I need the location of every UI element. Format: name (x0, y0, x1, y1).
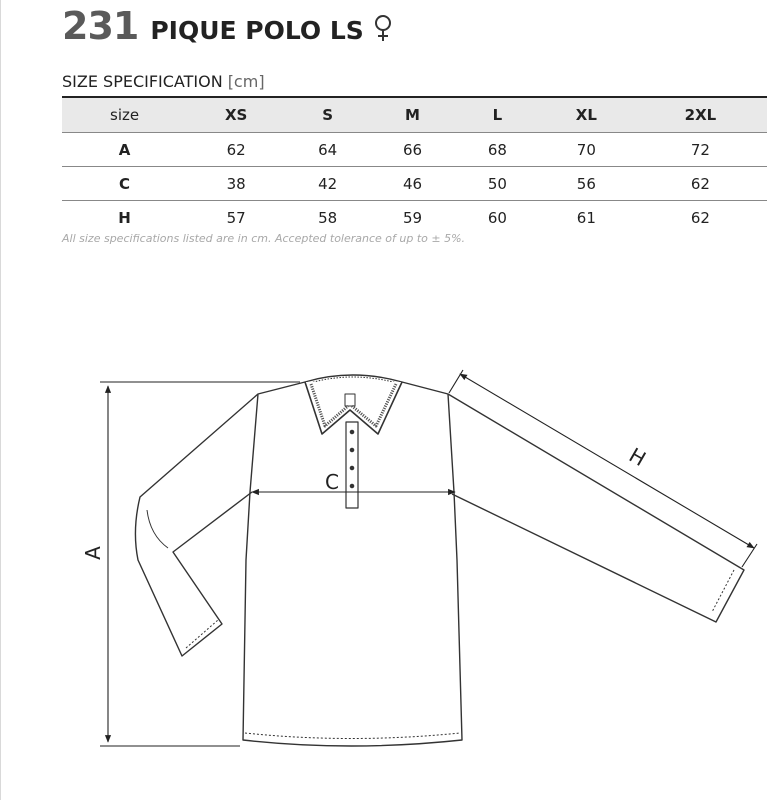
collar (305, 375, 402, 434)
table-cell: 72 (633, 133, 767, 167)
product-name: PIQUE POLO LS (150, 16, 364, 45)
table-cell: 56 (540, 167, 633, 201)
left-sleeve-fold (147, 510, 168, 548)
table-cell: 60 (487, 208, 507, 227)
table-cell: 62 (633, 167, 767, 201)
table-cell: 42 (285, 167, 370, 201)
dimension-a-label: A (81, 546, 105, 560)
row-label: H (118, 208, 131, 227)
dimension-h (449, 370, 757, 567)
table-cell: 58 (318, 208, 338, 227)
section-title-text: SIZE SPECIFICATION (62, 72, 223, 91)
polo-shirt-outline (135, 375, 744, 746)
right-sleeve-outline (448, 394, 744, 622)
size-l: L (455, 97, 540, 133)
size-s: S (285, 97, 370, 133)
table-cell: 68 (455, 133, 540, 167)
body-outline (243, 382, 462, 746)
right-cuff-seam (712, 570, 734, 612)
tolerance-note: All size specifications listed are in cm. Accepted tolerance of up to ± 5%. (62, 232, 466, 245)
placket (346, 422, 358, 508)
table-cell: 62 (690, 208, 710, 227)
table-cell: 61 (576, 208, 596, 227)
table-cell: 62 (187, 133, 285, 167)
table-cell: 70 (540, 133, 633, 167)
left-sleeve-outline (135, 394, 258, 656)
table-cell: 64 (285, 133, 370, 167)
section-unit: [cm] (227, 72, 265, 91)
dimension-h-label: H (624, 442, 651, 472)
size-xs: XS (187, 97, 285, 133)
row-label: A (62, 133, 187, 167)
product-code: 231 (62, 4, 139, 48)
dimension-a (100, 382, 300, 746)
dimension-c-label: C (325, 470, 339, 494)
size-m: M (370, 97, 455, 133)
table-cell: 59 (402, 208, 423, 227)
table-cell: 38 (187, 167, 285, 201)
table-cell: 50 (455, 167, 540, 201)
size-xl: XL (540, 97, 633, 133)
size-2xl: 2XL (633, 97, 767, 133)
left-cuff-seam (186, 620, 218, 648)
table-cell: 57 (226, 208, 246, 227)
table-cell: 46 (370, 167, 455, 201)
table-cell: 66 (370, 133, 455, 167)
hem-stitch (245, 733, 460, 739)
row-label: C (62, 167, 187, 201)
size-header-label: size (62, 97, 187, 133)
